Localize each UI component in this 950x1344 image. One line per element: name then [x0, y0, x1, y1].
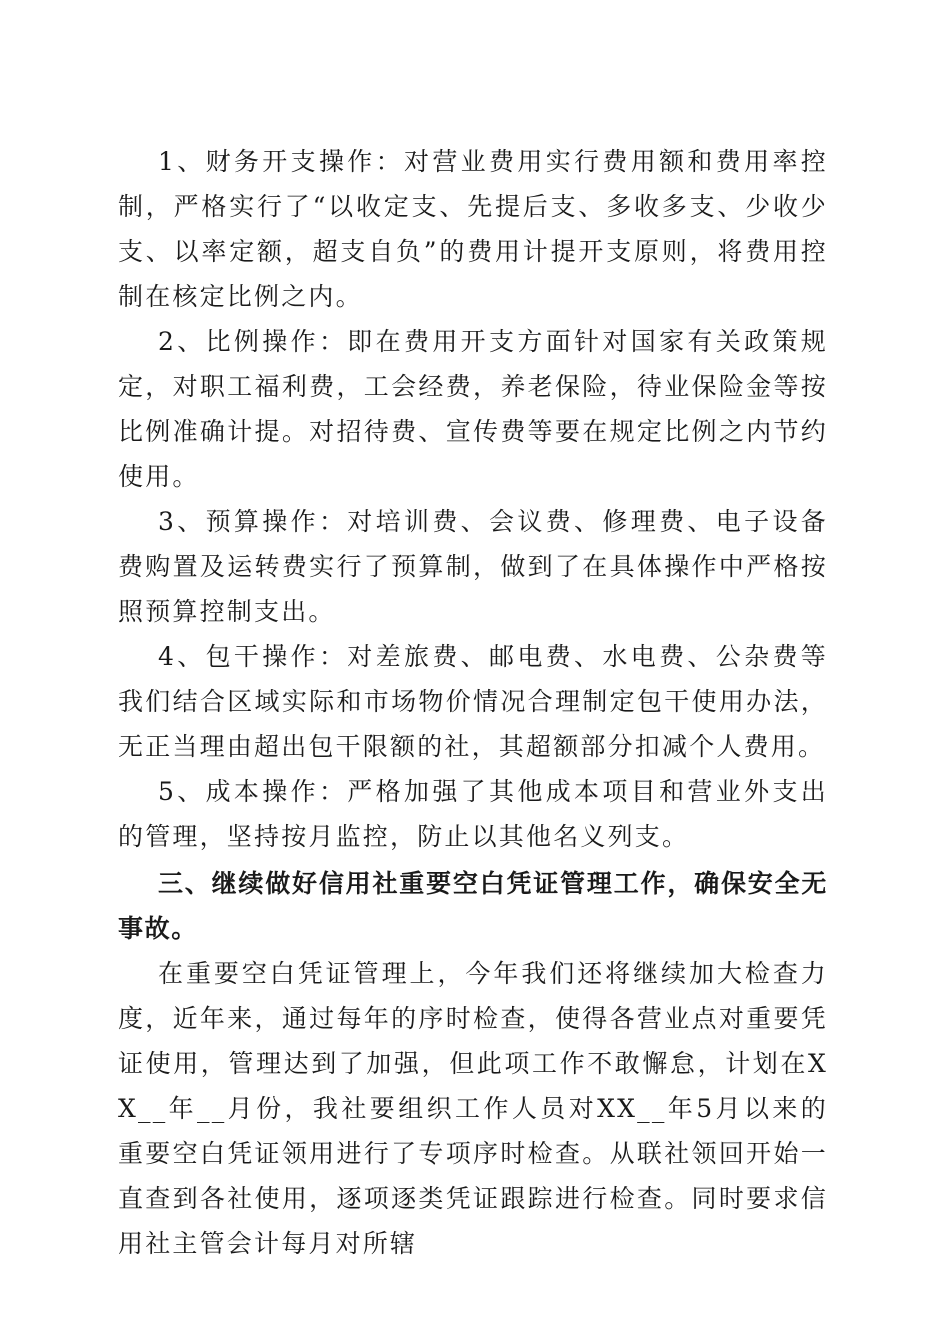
paragraph-item-1: 1、财务开支操作：对营业费用实行费用额和费用率控制，严格实行了“以收定支、先提后支、多收多支、少收少支、以率定额，超支自负”的费用计提开支原则，将费用控制在核定比例之内。: [118, 147, 828, 311]
paragraph-item-2: 2、比例操作：即在费用开支方面针对国家有关政策规定，对职工福利费，工会经费，养老保险，待业保险金等按比例准确计提。对招待费、宣传费等要在规定比例之内节约使用。: [118, 327, 828, 491]
section-heading: 三、继续做好信用社重要空白凭证管理工作，确保安全无事故。: [118, 869, 828, 943]
section-body-paragraph: 在重要空白凭证管理上，今年我们还将继续加大检查力度，近年来，通过每年的序时检查，使得各营业点对重要凭证使用，管理达到了加强，但此项工作不敢懈怠，计划在XX__年__月份，我社要组织工作人员对XX__年5月以来的重要空白凭证领用进行了专项序时检查。从联社领回开始一直查到各社使用，逐项逐类凭证跟踪进行检查。同时要求信用社主管会计每月对所辖: [118, 959, 828, 1258]
document-body: [118, 139, 828, 1266]
paragraph-item-5: 5、成本操作：严格加强了其他成本项目和营业外支出的管理，坚持按月监控，防止以其他名义列支。: [118, 777, 828, 851]
paragraph-item-4: 4、包干操作：对差旅费、邮电费、水电费、公杂费等我们结合区域实际和市场物价情况合理制定包干使用办法，无正当理由超出包干限额的社，其超额部分扣减个人费用。: [118, 642, 828, 761]
paragraph-item-3: 3、预算操作：对培训费、会议费、修理费、电子设备费购置及运转费实行了预算制，做到了在具体操作中严格按照预算控制支出。: [118, 507, 828, 626]
